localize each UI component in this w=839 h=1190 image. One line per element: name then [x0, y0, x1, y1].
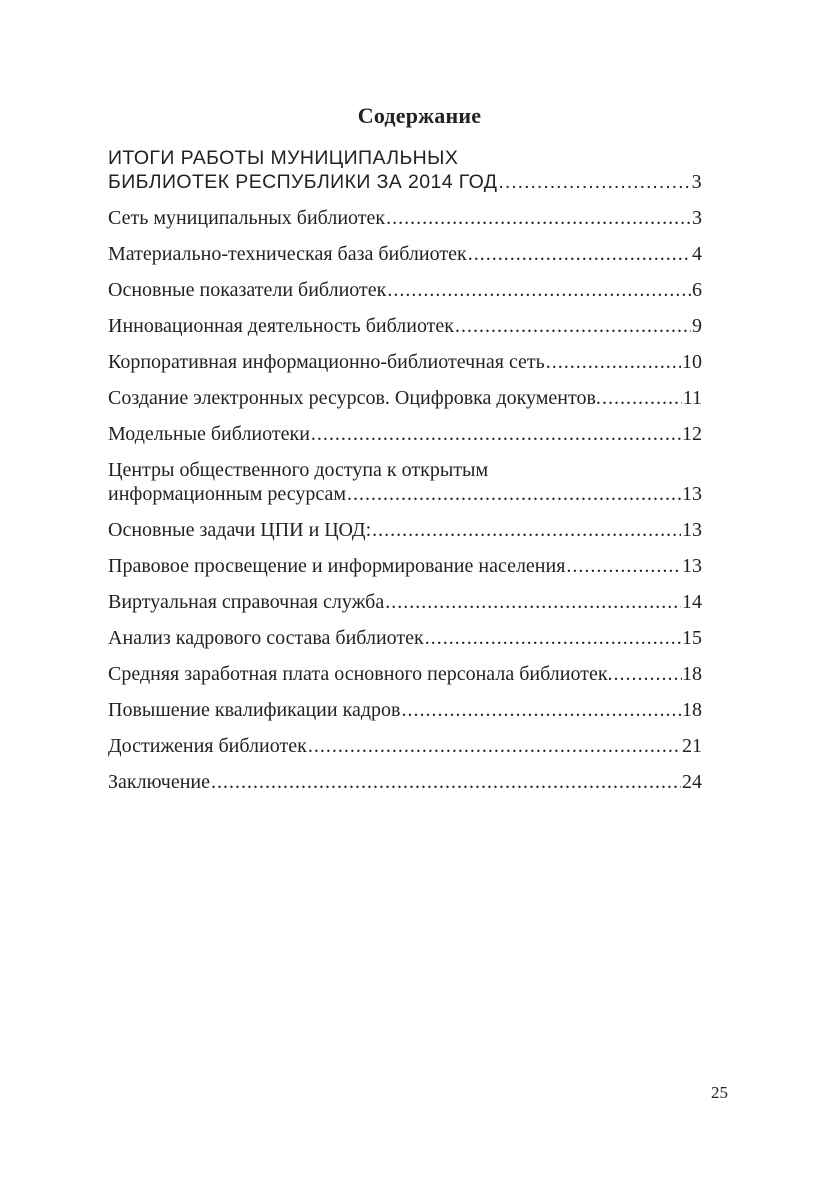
- toc-entry[interactable]: [108, 662, 702, 686]
- toc-page-number: 13: [682, 483, 702, 505]
- toc-page-number: 21: [682, 735, 702, 757]
- toc-entry-title: Инновационная деятельность библиотек: [108, 315, 455, 337]
- dot-leader: [372, 518, 681, 542]
- toc-page-number: 18: [682, 663, 702, 685]
- toc-entry-title: Материально-техническая база библиотек: [108, 243, 467, 265]
- toc-entry-title: Модельные библиотеки: [108, 423, 310, 445]
- toc-entry[interactable]: [108, 458, 702, 506]
- toc-page-number: 18: [682, 699, 702, 721]
- dot-leader: [402, 698, 682, 722]
- toc-page-number: 3: [692, 207, 702, 229]
- dot-leader: [385, 590, 681, 614]
- toc-page-number: 6: [692, 279, 702, 301]
- toc-entry-title: Основные показатели библиотек: [108, 279, 387, 301]
- toc-entry[interactable]: [108, 422, 702, 446]
- dot-leader: [425, 626, 681, 650]
- toc-entry[interactable]: [108, 698, 702, 722]
- toc-entry[interactable]: [108, 242, 702, 266]
- toc-entry[interactable]: [108, 278, 702, 302]
- toc-entry-title: Сеть муниципальных библиотек: [108, 207, 386, 229]
- toc-entry[interactable]: [108, 386, 702, 410]
- toc-entry-title: Заключение: [108, 771, 210, 793]
- toc-entry-title: Основные задачи ЦПИ и ЦОД:: [108, 519, 372, 541]
- toc-entry-title-line: БИБЛИОТЕК РЕСПУБЛИКИ ЗА 2014 ГОД: [108, 171, 498, 193]
- toc-entry-title: Достижения библиотек: [108, 735, 307, 757]
- toc-page-number: 24: [682, 771, 702, 793]
- toc-page-number: 3: [691, 171, 702, 193]
- toc-entry-title: Повышение квалификации кадров: [108, 699, 401, 721]
- toc-page-number: 13: [682, 555, 702, 577]
- toc-entry[interactable]: [108, 206, 702, 230]
- toc-entry-title: Создание электронных ресурсов. Оцифровка документов.: [108, 387, 601, 409]
- toc-page-number: 14: [682, 591, 702, 613]
- toc-entry[interactable]: [108, 590, 702, 614]
- dot-leader: [566, 554, 681, 578]
- toc-entry-title: Анализ кадрового состава библиотек: [108, 627, 424, 649]
- toc-entry-title-line: ИТОГИ РАБОТЫ МУНИЦИПАЛЬНЫХ: [108, 147, 459, 169]
- toc-entry[interactable]: [108, 554, 702, 578]
- toc-page-number: 12: [682, 423, 702, 445]
- toc-entry[interactable]: [108, 626, 702, 650]
- toc-page-number: 9: [692, 315, 702, 337]
- toc-entry[interactable]: [108, 350, 702, 374]
- toc-page-number: 10: [682, 351, 702, 373]
- dot-leader: [455, 314, 691, 338]
- toc-entry-title: Средняя заработная плата основного персонала библиотек: [108, 663, 608, 685]
- table-of-contents: [108, 146, 702, 794]
- toc-entry-title: Правовое просвещение и информирование населения: [108, 555, 566, 577]
- toc-page-number: 13: [682, 519, 702, 541]
- dot-leader: [546, 350, 681, 374]
- toc-entry[interactable]: [108, 314, 702, 338]
- dot-leader: [498, 170, 690, 194]
- toc-page-number: 15: [682, 627, 702, 649]
- toc-heading: Содержание: [357, 103, 482, 128]
- dot-leader: [468, 242, 691, 266]
- toc-entry[interactable]: [108, 770, 702, 794]
- toc-entry[interactable]: [108, 734, 702, 758]
- toc-entry-title-line: Центры общественного доступа к открытым: [108, 459, 489, 481]
- toc-entry-title: Корпоративная информационно-библиотечная сеть: [108, 351, 545, 373]
- toc-entry-title: Виртуальная справочная служба: [108, 591, 385, 613]
- toc-entry[interactable]: [108, 518, 702, 542]
- dot-leader: [311, 422, 681, 446]
- toc-entry[interactable]: [108, 146, 702, 194]
- dot-leader: [608, 662, 682, 686]
- toc-page-number: 11: [682, 387, 702, 409]
- toc-entry-title-line: информационным ресурсам: [108, 483, 347, 505]
- page-number: 25: [711, 1083, 728, 1102]
- dot-leader: [308, 734, 681, 758]
- dot-leader: [211, 770, 681, 794]
- toc-page-number: 4: [692, 243, 702, 265]
- dot-leader: [387, 278, 691, 302]
- dot-leader: [602, 386, 682, 410]
- dot-leader: [386, 206, 691, 230]
- dot-leader: [347, 482, 681, 506]
